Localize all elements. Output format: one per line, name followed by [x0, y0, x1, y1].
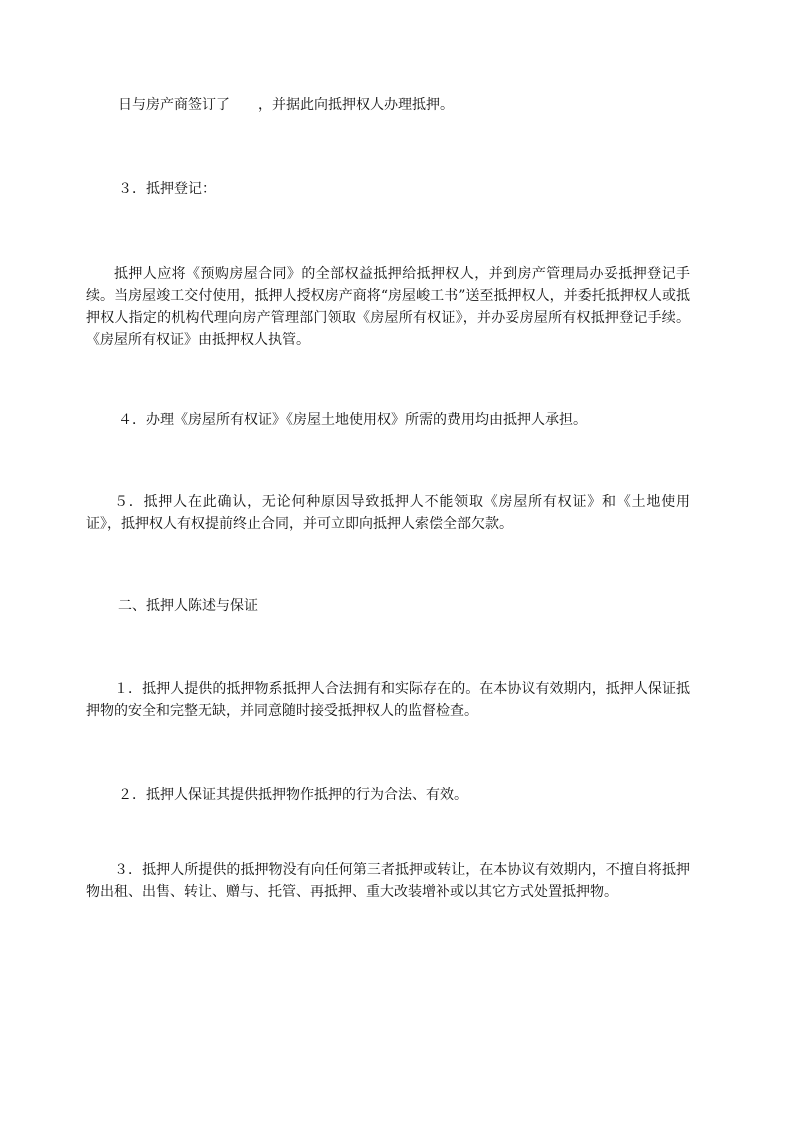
paragraph-confirmation: ５．抵押人在此确认，无论何种原因导致抵押人不能领取《房屋所有权证》和《土地使用证》，抵押权人有权提前终止合同，并可立即向抵押人索偿全部欠款。	[86, 494, 690, 532]
paragraph-registration-details: 抵押人应将《预购房屋合同》的全部权益抵押给抵押权人，并到房产管理局办妥抵押登记手续。当房屋竣工交付使用，抵押人授权房产商将“房屋峻工书”送至抵押权人，并委托抵押权人或抵押权人指定的机构代理向房产管理部门领取《房屋所有权证》，并办妥房屋所有权抵押登记手续。《房屋所有权证》由抵押权人执管。	[86, 266, 690, 348]
paragraph-representation-1: １．抵押人提供的抵押物系抵押人合法拥有和实际存在的。在本协议有效期内，抵押人保证抵押物的安全和完整无缺，并同意随时接受抵押权人的监督检查。	[86, 681, 690, 719]
paragraph-representation-2: ２．抵押人保证其提供抵押物作抵押的行为合法、有效。	[118, 787, 468, 803]
paragraph-fees: ４．办理《房屋所有权证》《房屋土地使用权》所需的费用均由抵押人承担。	[118, 412, 587, 428]
section-heading-representations: 二、抵押人陈述与保证	[118, 598, 258, 614]
paragraph-representation-3: ３．抵押人所提供的抵押物没有向任何第三者抵押或转让，在本协议有效期内，不擅自将抵押物出租、出售、转让、赠与、托管、再抵押、重大改装增补或以其它方式处置抵押物。	[86, 862, 690, 900]
section-heading-mortgage-registration: ３．抵押登记：	[118, 181, 216, 197]
paragraph-continuation: 日与房产商签订了 ，并据此向抵押权人办理抵押。	[118, 97, 454, 113]
